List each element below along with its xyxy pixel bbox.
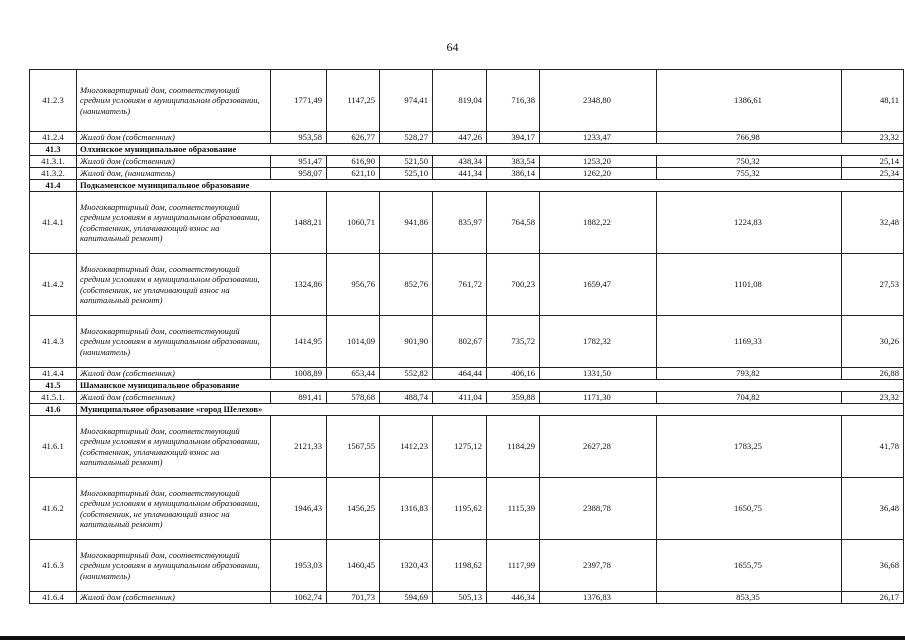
value-cell: 1262,20 bbox=[540, 168, 657, 180]
table-row bbox=[30, 540, 904, 592]
table-row bbox=[30, 132, 904, 144]
value-cell: 1195,62 bbox=[433, 478, 487, 540]
section-code: 41.3 bbox=[30, 144, 77, 156]
value-cell: 1771,49 bbox=[271, 70, 327, 132]
value-cell: 701,73 bbox=[327, 592, 380, 604]
value-cell: 2388,78 bbox=[540, 478, 657, 540]
value-cell: 819,04 bbox=[433, 70, 487, 132]
value-cell: 1171,30 bbox=[540, 392, 657, 404]
row-code: 41.3.2. bbox=[30, 168, 77, 180]
value-cell: 835,97 bbox=[433, 192, 487, 254]
value-cell: 750,32 bbox=[657, 156, 842, 168]
value-cell: 25,34 bbox=[842, 168, 904, 180]
row-description: Жилой дом (собственник) bbox=[77, 368, 271, 380]
value-cell: 27,53 bbox=[842, 254, 904, 316]
section-title: Подкаменское муниципальное образование bbox=[77, 180, 904, 192]
value-cell: 383,54 bbox=[487, 156, 540, 168]
value-cell: 578,68 bbox=[327, 392, 380, 404]
value-cell: 48,11 bbox=[842, 70, 904, 132]
value-cell: 956,76 bbox=[327, 254, 380, 316]
value-cell: 1008,89 bbox=[271, 368, 327, 380]
value-cell: 1414,95 bbox=[271, 316, 327, 368]
value-cell: 700,23 bbox=[487, 254, 540, 316]
row-code: 41.6.4 bbox=[30, 592, 77, 604]
row-description: Жилой дом, (наниматель) bbox=[77, 168, 271, 180]
value-cell: 1060,71 bbox=[327, 192, 380, 254]
value-cell: 23,32 bbox=[842, 132, 904, 144]
value-cell: 359,88 bbox=[487, 392, 540, 404]
value-cell: 1014,09 bbox=[327, 316, 380, 368]
row-description: Жилой дом (собственник) bbox=[77, 156, 271, 168]
value-cell: 505,13 bbox=[433, 592, 487, 604]
value-cell: 2121,33 bbox=[271, 416, 327, 478]
value-cell: 1946,43 bbox=[271, 478, 327, 540]
table-row bbox=[30, 70, 904, 132]
value-cell: 594,69 bbox=[380, 592, 433, 604]
value-cell: 755,32 bbox=[657, 168, 842, 180]
row-description: Многоквартирный дом, соответствующий средним условиям в муниципальном образовании, (наниматель) bbox=[77, 316, 271, 368]
row-code: 41.5.1. bbox=[30, 392, 77, 404]
value-cell: 41,78 bbox=[842, 416, 904, 478]
value-cell: 30,26 bbox=[842, 316, 904, 368]
value-cell: 386,14 bbox=[487, 168, 540, 180]
section-title: Шаманское муниципальное образование bbox=[77, 380, 904, 392]
value-cell: 464,44 bbox=[433, 368, 487, 380]
value-cell: 394,17 bbox=[487, 132, 540, 144]
table-row bbox=[30, 192, 904, 254]
value-cell: 1320,43 bbox=[380, 540, 433, 592]
value-cell: 1783,25 bbox=[657, 416, 842, 478]
row-description: Многоквартирный дом, соответствующий средним условиям в муниципальном образовании, (собственник, уплачивающий взнос на капитальный ремонт) bbox=[77, 192, 271, 254]
value-cell: 2348,80 bbox=[540, 70, 657, 132]
row-description: Многоквартирный дом, соответствующий средним условиям в муниципальном образовании, (собственник, не уплачивающий взнос на капитальный ремонт) bbox=[77, 254, 271, 316]
value-cell: 1488,21 bbox=[271, 192, 327, 254]
table-row bbox=[30, 254, 904, 316]
row-code: 41.4.1 bbox=[30, 192, 77, 254]
section-row bbox=[30, 180, 904, 192]
value-cell: 853,35 bbox=[657, 592, 842, 604]
value-cell: 716,38 bbox=[487, 70, 540, 132]
value-cell: 36,48 bbox=[842, 478, 904, 540]
value-cell: 852,76 bbox=[380, 254, 433, 316]
value-cell: 525,10 bbox=[380, 168, 433, 180]
value-cell: 26,17 bbox=[842, 592, 904, 604]
value-cell: 1198,62 bbox=[433, 540, 487, 592]
value-cell: 447,26 bbox=[433, 132, 487, 144]
row-description: Жилой дом (собственник) bbox=[77, 392, 271, 404]
row-code: 41.6.1 bbox=[30, 416, 77, 478]
value-cell: 1460,45 bbox=[327, 540, 380, 592]
table-body bbox=[30, 70, 904, 604]
table-row bbox=[30, 156, 904, 168]
value-cell: 704,82 bbox=[657, 392, 842, 404]
value-cell: 36,68 bbox=[842, 540, 904, 592]
table-row bbox=[30, 592, 904, 604]
value-cell: 1147,25 bbox=[327, 70, 380, 132]
table-row bbox=[30, 168, 904, 180]
value-cell: 446,34 bbox=[487, 592, 540, 604]
section-title: Олхинское муниципальное образование bbox=[77, 144, 904, 156]
value-cell: 411,04 bbox=[433, 392, 487, 404]
value-cell: 528,27 bbox=[380, 132, 433, 144]
row-code: 41.3.1. bbox=[30, 156, 77, 168]
value-cell: 1376,83 bbox=[540, 592, 657, 604]
value-cell: 1062,74 bbox=[271, 592, 327, 604]
value-cell: 735,72 bbox=[487, 316, 540, 368]
row-code: 41.4.4 bbox=[30, 368, 77, 380]
value-cell: 766,98 bbox=[657, 132, 842, 144]
value-cell: 25,14 bbox=[842, 156, 904, 168]
value-cell: 1184,29 bbox=[487, 416, 540, 478]
section-row bbox=[30, 380, 904, 392]
section-title: Муниципальное образование «город Шелехов» bbox=[77, 404, 904, 416]
section-row bbox=[30, 404, 904, 416]
value-cell: 1386,61 bbox=[657, 70, 842, 132]
row-description: Жилой дом (собственник) bbox=[77, 592, 271, 604]
value-cell: 653,44 bbox=[327, 368, 380, 380]
value-cell: 761,72 bbox=[433, 254, 487, 316]
value-cell: 941,86 bbox=[380, 192, 433, 254]
value-cell: 2627,28 bbox=[540, 416, 657, 478]
value-cell: 1655,75 bbox=[657, 540, 842, 592]
section-code: 41.5 bbox=[30, 380, 77, 392]
row-code: 41.6.3 bbox=[30, 540, 77, 592]
value-cell: 953,58 bbox=[271, 132, 327, 144]
value-cell: 616,90 bbox=[327, 156, 380, 168]
page-bottom-border bbox=[0, 636, 905, 640]
section-row bbox=[30, 144, 904, 156]
value-cell: 441,34 bbox=[433, 168, 487, 180]
value-cell: 23,32 bbox=[842, 392, 904, 404]
table-row bbox=[30, 416, 904, 478]
row-description: Многоквартирный дом, соответствующий средним условиям в муниципальном образовании, (собственник, уплачивающий взнос на капитальный ремонт) bbox=[77, 416, 271, 478]
table-row bbox=[30, 478, 904, 540]
value-cell: 958,07 bbox=[271, 168, 327, 180]
value-cell: 521,50 bbox=[380, 156, 433, 168]
value-cell: 1275,12 bbox=[433, 416, 487, 478]
table-row bbox=[30, 368, 904, 380]
table-row bbox=[30, 316, 904, 368]
row-description: Многоквартирный дом, соответствующий средним условиям в муниципальном образовании, (наниматель) bbox=[77, 70, 271, 132]
row-code: 41.4.3 bbox=[30, 316, 77, 368]
value-cell: 1953,03 bbox=[271, 540, 327, 592]
value-cell: 901,90 bbox=[380, 316, 433, 368]
value-cell: 891,41 bbox=[271, 392, 327, 404]
page-number: 64 bbox=[446, 40, 459, 54]
value-cell: 552,82 bbox=[380, 368, 433, 380]
value-cell: 1456,25 bbox=[327, 478, 380, 540]
value-cell: 1324,86 bbox=[271, 254, 327, 316]
value-cell: 793,82 bbox=[657, 368, 842, 380]
section-code: 41.4 bbox=[30, 180, 77, 192]
value-cell: 621,10 bbox=[327, 168, 380, 180]
section-code: 41.6 bbox=[30, 404, 77, 416]
value-cell: 1115,39 bbox=[487, 478, 540, 540]
row-code: 41.2.3 bbox=[30, 70, 77, 132]
value-cell: 951,47 bbox=[271, 156, 327, 168]
value-cell: 764,58 bbox=[487, 192, 540, 254]
value-cell: 802,67 bbox=[433, 316, 487, 368]
value-cell: 438,34 bbox=[433, 156, 487, 168]
row-description: Многоквартирный дом, соответствующий средним условиям в муниципальном образовании, (наниматель) bbox=[77, 540, 271, 592]
value-cell: 2397,78 bbox=[540, 540, 657, 592]
value-cell: 1253,20 bbox=[540, 156, 657, 168]
value-cell: 626,77 bbox=[327, 132, 380, 144]
value-cell: 1117,99 bbox=[487, 540, 540, 592]
value-cell: 1412,23 bbox=[380, 416, 433, 478]
value-cell: 1331,50 bbox=[540, 368, 657, 380]
value-cell: 1659,47 bbox=[540, 254, 657, 316]
value-cell: 406,16 bbox=[487, 368, 540, 380]
value-cell: 1169,33 bbox=[657, 316, 842, 368]
value-cell: 1567,55 bbox=[327, 416, 380, 478]
value-cell: 1101,08 bbox=[657, 254, 842, 316]
value-cell: 974,41 bbox=[380, 70, 433, 132]
value-cell: 488,74 bbox=[380, 392, 433, 404]
value-cell: 26,88 bbox=[842, 368, 904, 380]
row-code: 41.4.2 bbox=[30, 254, 77, 316]
value-cell: 1233,47 bbox=[540, 132, 657, 144]
row-code: 41.6.2 bbox=[30, 478, 77, 540]
row-code: 41.2.4 bbox=[30, 132, 77, 144]
value-cell: 1882,22 bbox=[540, 192, 657, 254]
row-description: Многоквартирный дом, соответствующий средним условиям в муниципальном образовании, (собственник, не уплачивающий взнос на капитальный ремонт) bbox=[77, 478, 271, 540]
value-cell: 1224,83 bbox=[657, 192, 842, 254]
value-cell: 32,48 bbox=[842, 192, 904, 254]
table-row bbox=[30, 392, 904, 404]
value-cell: 1316,83 bbox=[380, 478, 433, 540]
row-description: Жилой дом (собственник) bbox=[77, 132, 271, 144]
value-cell: 1650,75 bbox=[657, 478, 842, 540]
value-cell: 1782,32 bbox=[540, 316, 657, 368]
tariff-table bbox=[29, 69, 904, 604]
